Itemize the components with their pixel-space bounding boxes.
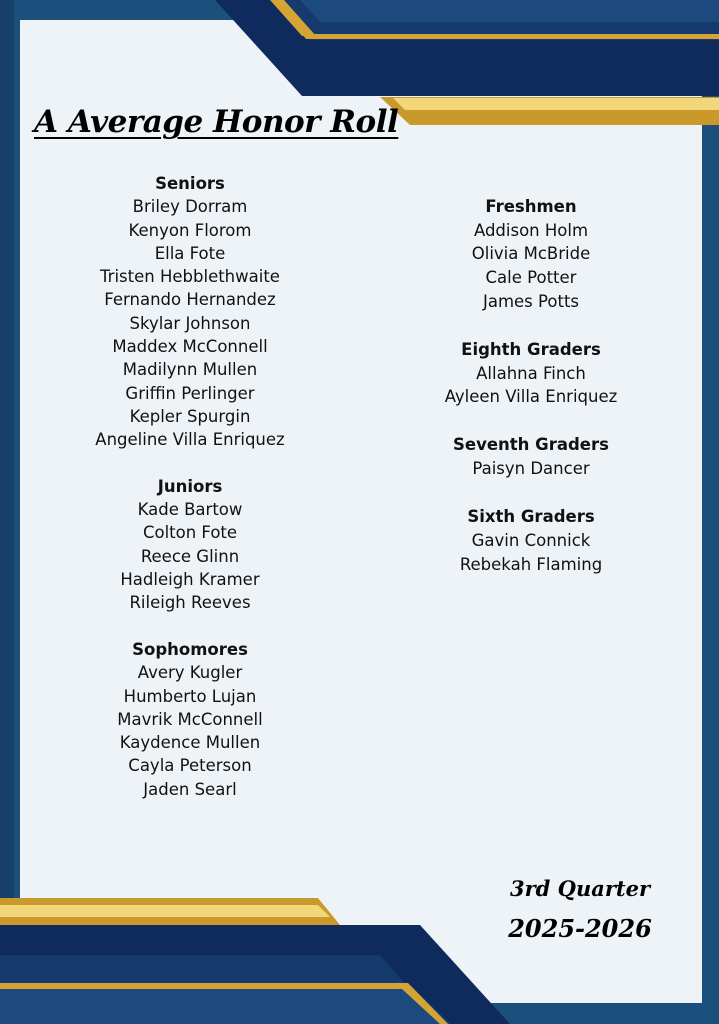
student-name: Maddex McConnell — [112, 337, 268, 357]
section-heading: Seventh Graders — [453, 435, 609, 455]
name-list — [411, 219, 651, 314]
student-name: Hadleigh Kramer — [120, 570, 260, 590]
honor-section — [70, 172, 310, 452]
section-heading: Sixth Graders — [467, 507, 595, 527]
student-name: Madilynn Mullen — [122, 360, 258, 380]
student-name: Humberto Lujan — [123, 686, 257, 706]
honor-section — [411, 433, 651, 480]
left-column — [70, 172, 310, 824]
honor-section — [411, 338, 651, 409]
section-heading: Eighth Graders — [461, 339, 601, 359]
student-name: Jaden Searl — [143, 779, 237, 799]
student-name: Kaydence Mullen — [119, 733, 261, 753]
student-name: Kenyon Florom — [128, 220, 252, 240]
name-list — [70, 661, 310, 801]
student-name: Tristen Hebblethwaite — [100, 267, 280, 287]
section-heading: Juniors — [157, 476, 223, 496]
quarter-label: 3rd Quarter — [509, 876, 651, 901]
honor-section — [70, 638, 310, 801]
student-name: Fernando Hernandez — [104, 290, 276, 310]
student-name: Allahna Finch — [476, 363, 586, 383]
section-heading: Freshmen — [485, 197, 577, 216]
student-name: Paisyn Dancer — [472, 459, 590, 479]
honor-section — [411, 505, 651, 576]
student-name: Briley Dorram — [132, 197, 248, 217]
student-name: Ayleen Villa Enriquez — [444, 387, 618, 407]
student-name: Reece Glinn — [140, 546, 240, 566]
student-name: Griffin Perlinger — [125, 383, 255, 403]
name-list — [411, 457, 651, 481]
student-name: Rileigh Reeves — [129, 593, 251, 613]
student-name: Angeline Villa Enriquez — [95, 430, 285, 450]
student-name: Ella Fote — [154, 243, 226, 263]
school-year: 2025-2026 — [508, 914, 652, 943]
name-list — [70, 195, 310, 451]
student-name: Kepler Spurgin — [129, 406, 251, 426]
student-name: Addison Holm — [473, 220, 589, 240]
student-name: Rebekah Flaming — [459, 554, 603, 574]
student-name: Olivia McBride — [471, 244, 591, 264]
name-list — [70, 498, 310, 614]
student-name: Skylar Johnson — [129, 313, 251, 333]
student-name: Cale Potter — [485, 268, 577, 288]
student-name: Colton Fote — [142, 523, 238, 543]
honor-section — [411, 195, 651, 314]
student-name: Gavin Connick — [471, 530, 591, 550]
section-heading: Seniors — [155, 174, 225, 193]
student-name: Avery Kugler — [137, 663, 243, 683]
right-column — [411, 195, 651, 601]
student-name: Cayla Peterson — [128, 756, 252, 776]
name-list — [411, 362, 651, 409]
honor-section — [70, 475, 310, 615]
student-name: James Potts — [482, 291, 580, 311]
student-name: Kade Bartow — [137, 500, 243, 520]
student-name: Mavrik McConnell — [117, 709, 263, 729]
section-heading: Sophomores — [132, 639, 248, 659]
page-title: A Average Honor Roll — [34, 104, 399, 140]
name-list — [411, 529, 651, 576]
